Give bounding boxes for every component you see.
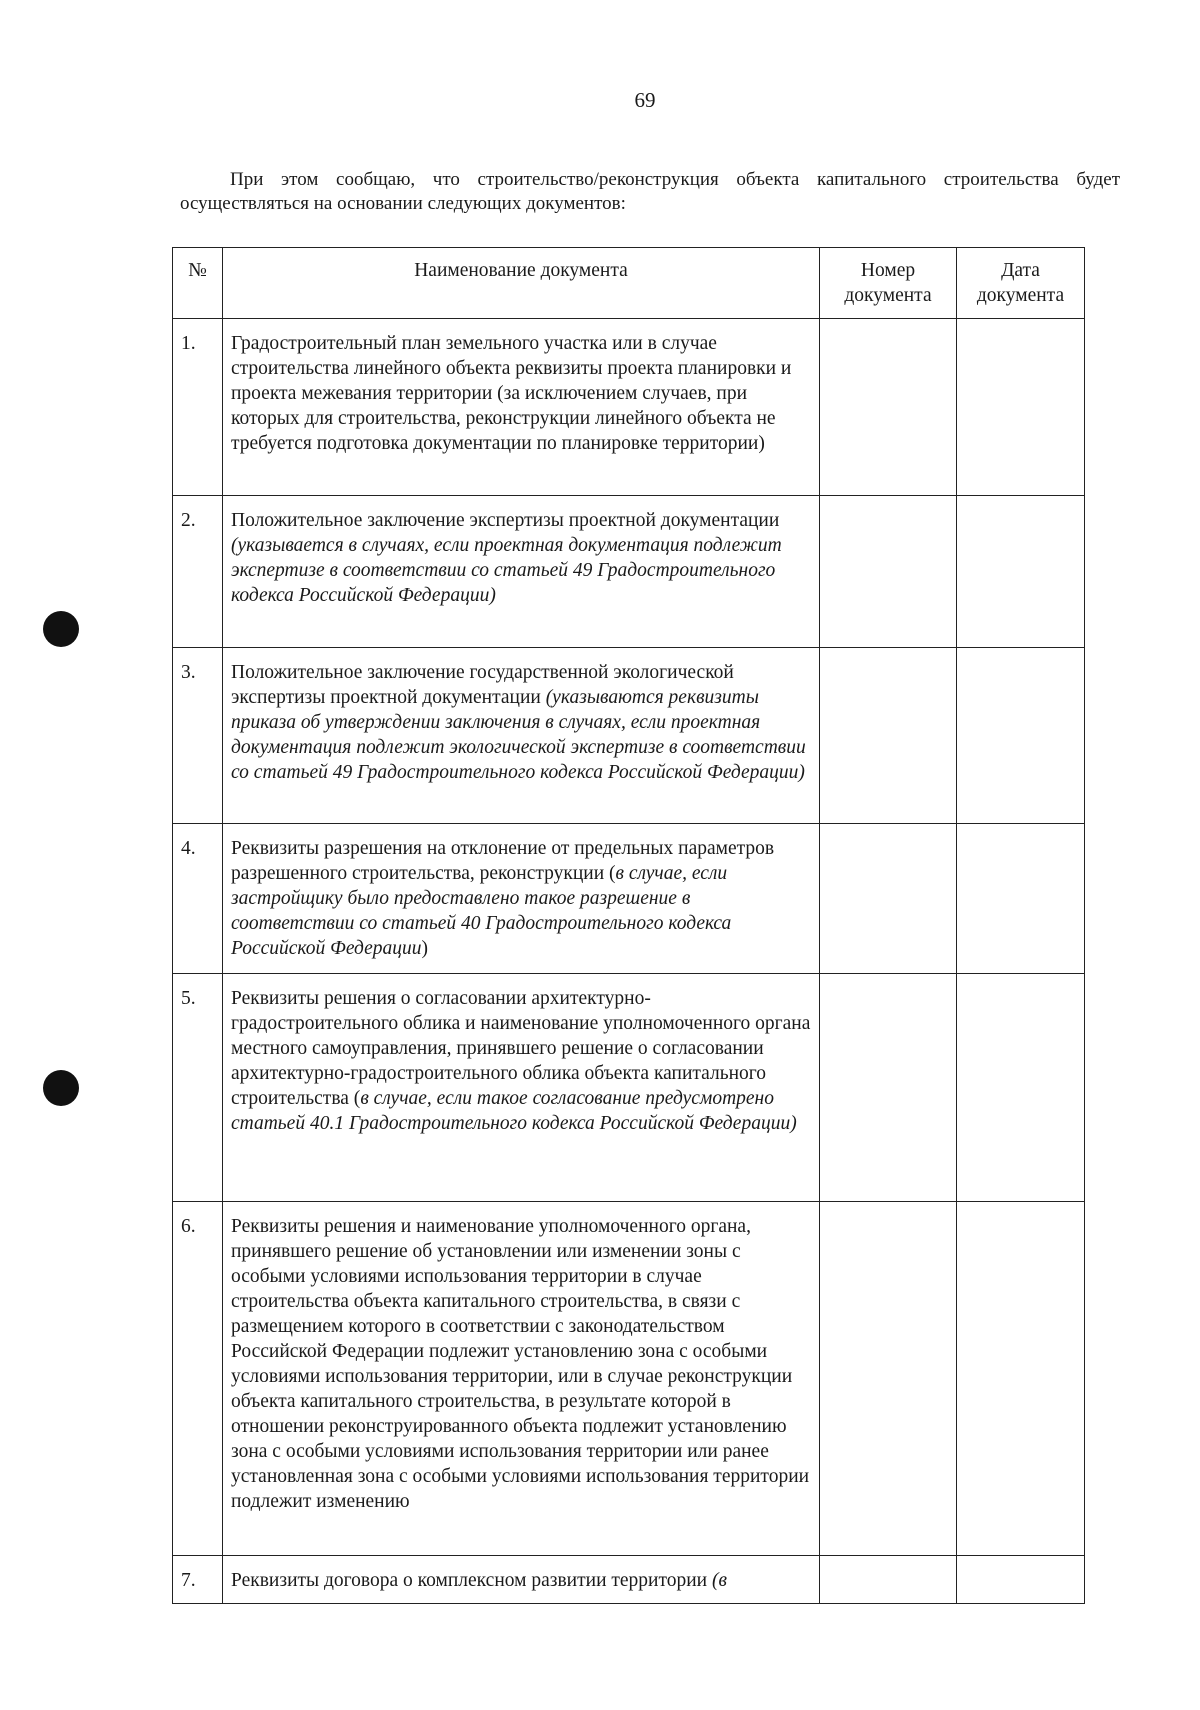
table-row	[173, 496, 1085, 648]
row-number: 2.	[173, 496, 223, 648]
row-text: Реквизиты разрешения на отклонение от предельных параметров разрешенного строительства, реконструкции (	[231, 838, 775, 884]
table-row	[173, 824, 1085, 974]
row-doc-date-cell	[957, 974, 1085, 1202]
row-document-name	[223, 974, 820, 1202]
row-note: в случае, если такое согласование предусмотрено статьей 40.1 Градостроительного кодекса Российской Федерации)	[231, 1088, 797, 1134]
intro-paragraph: При этом сообщаю, что строительство/реконструкция объекта капитального строительства будет осуществляться на основании следующих документов:	[180, 169, 1120, 214]
row-document-name	[223, 1202, 820, 1556]
table-row	[173, 648, 1085, 824]
row-number: 7.	[173, 1556, 223, 1604]
row-doc-date-cell	[957, 319, 1085, 496]
page-number: 69	[634, 88, 656, 112]
row-doc-date-cell	[957, 648, 1085, 824]
documents-table	[172, 247, 1085, 1604]
row-text: Положительное заключение государственной экологической экспертизы проектной документации	[231, 662, 734, 708]
row-number: 6.	[173, 1202, 223, 1556]
row-doc-date-cell	[957, 496, 1085, 648]
header-doc-date: Дата документа	[957, 248, 1085, 319]
row-doc-number-cell	[820, 319, 957, 496]
table-header-row	[173, 248, 1085, 319]
row-tail: )	[421, 938, 429, 959]
header-doc-number: Номер документа	[820, 248, 957, 319]
row-text: Реквизиты договора о комплексном развитии территории	[231, 1570, 712, 1591]
row-number: 5.	[173, 974, 223, 1202]
table-row	[173, 319, 1085, 496]
row-note: в случае, если застройщику было предоставлено такое разрешение в соответствии со статьей 40 Градостроительного кодекса Российской Федерации	[231, 863, 732, 959]
row-document-name	[223, 824, 820, 974]
row-doc-number-cell	[820, 1556, 957, 1604]
row-document-name	[223, 496, 820, 648]
row-note: (в	[712, 1570, 727, 1591]
table-row	[173, 974, 1085, 1202]
table-row	[173, 1556, 1085, 1604]
row-doc-number-cell	[820, 824, 957, 974]
header-num: №	[173, 248, 223, 319]
row-doc-date-cell	[957, 824, 1085, 974]
row-document-name	[223, 1556, 820, 1604]
row-doc-number-cell	[820, 496, 957, 648]
row-document-name	[223, 648, 820, 824]
row-text: Положительное заключение экспертизы проектной документации	[231, 510, 780, 531]
row-doc-date-cell	[957, 1202, 1085, 1556]
row-text: Реквизиты решения о согласовании архитектурно-градостроительного облика и наименование уполномоченного органа местного самоуправления, принявшего решение о согласовании архитектурно-градостроительного облика объекта капитального строительства (	[231, 988, 811, 1109]
row-note: (указываются реквизиты приказа об утверждении заключения в случаях, если проектная документация подлежит экологической экспертизе в соответствии со статьей 49 Градостроительного кодекса Российской Федерации)	[231, 687, 806, 783]
row-number: 1.	[173, 319, 223, 496]
punch-hole	[43, 611, 79, 647]
row-doc-number-cell	[820, 974, 957, 1202]
row-doc-number-cell	[820, 648, 957, 824]
punch-hole	[43, 1070, 79, 1106]
row-text: Реквизиты решения и наименование уполномоченного органа, принявшего решение об установлении или изменении зоны с особыми условиями использования территории в случае строительства объекта капитального строительства, в связи с размещением которого в соответствии с законодательством Российской Федерации подлежит установлению зона с особыми условиями использования территории, или в случае реконструкции объекта капитального строительства, в результате которой в отношении реконструированного объекта подлежит установлению зона с особыми условиями использования территории или ранее установленная зона с особыми условиями использования территории подлежит изменению	[231, 1216, 810, 1512]
row-note: (указывается в случаях, если проектная документация подлежит экспертизе в соответствии со статьей 49 Градостроительного кодекса Российской Федерации)	[231, 535, 782, 606]
row-document-name	[223, 319, 820, 496]
row-number: 4.	[173, 824, 223, 974]
row-text: Градостроительный план земельного участка или в случае строительства линейного объекта реквизиты проекта планировки и проекта межевания территории (за исключением случаев, при которых для строительства, реконструкции линейного объекта не требуется подготовка документации по планировке территории)	[231, 333, 792, 454]
row-number: 3.	[173, 648, 223, 824]
row-doc-date-cell	[957, 1556, 1085, 1604]
header-doc-name: Наименование документа	[223, 248, 820, 319]
row-doc-number-cell	[820, 1202, 957, 1556]
table-row	[173, 1202, 1085, 1556]
